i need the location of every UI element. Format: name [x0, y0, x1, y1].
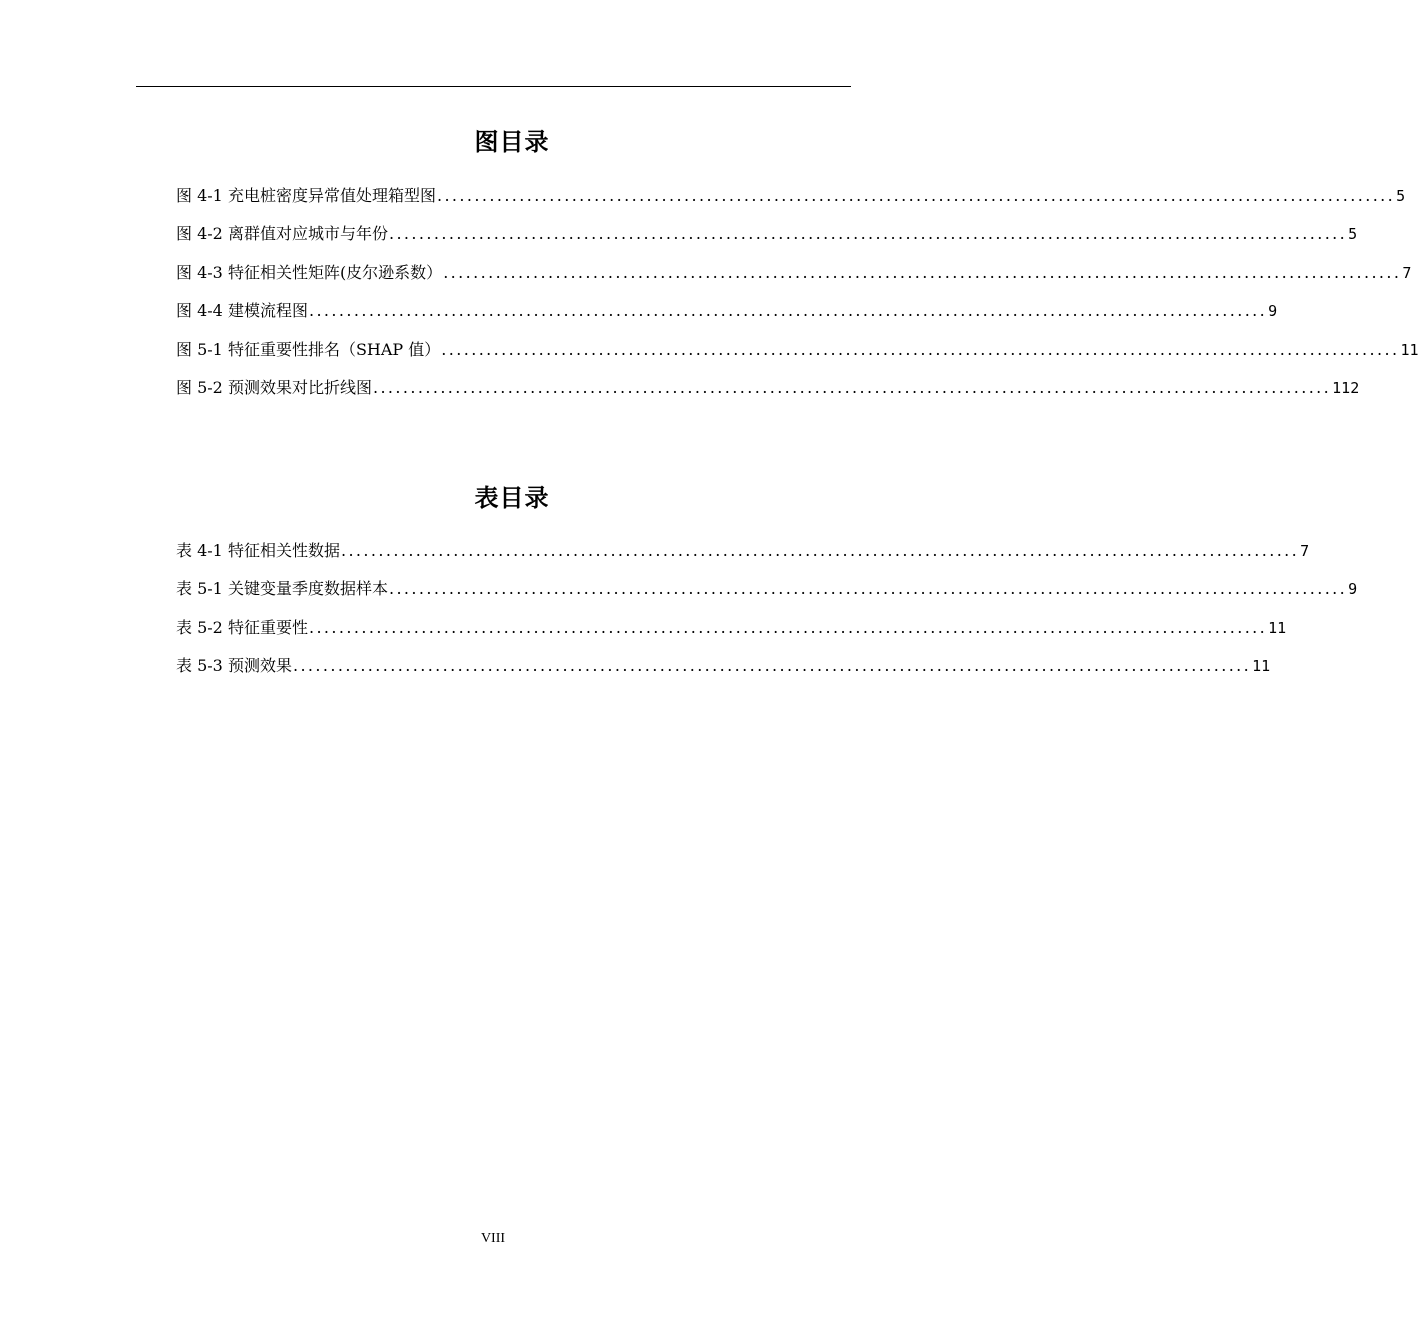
toc-entry-label: 图 4-2 离群值对应城市与年份: [176, 224, 388, 244]
leader-dots: ................................................................................................................................: [340, 541, 1300, 560]
leader-dots: ................................................................................................................................: [441, 339, 1400, 359]
header-rule: [136, 86, 851, 87]
toc-entry-label: 表 5-3 预测效果: [176, 656, 292, 676]
figures-title: 图目录: [474, 128, 550, 156]
toc-entry-label: 图 5-2 预测效果对比折线图: [176, 377, 372, 397]
leader-dots: ................................................................................................................................: [388, 224, 1348, 244]
toc-entry[interactable]: [176, 339, 1419, 377]
toc-entry[interactable]: [176, 578, 1358, 616]
leader-dots: ................................................................................................................................: [292, 656, 1252, 676]
toc-entry-page: 11: [1400, 340, 1419, 359]
toc-entry-page: 112: [1332, 378, 1360, 397]
toc-entry-label: 图 5-1 特征重要性排名（SHAP 值）: [176, 339, 441, 359]
toc-entry-page: 7: [1300, 542, 1310, 560]
tables-list: [176, 540, 1358, 694]
toc-entry-page: 7: [1402, 263, 1412, 282]
toc-entry-label: 表 5-1 关键变量季度数据样本: [176, 579, 388, 599]
toc-entry[interactable]: [176, 300, 1278, 338]
toc-entry-label: 图 4-1 充电桩密度异常值处理箱型图: [176, 186, 436, 205]
leader-dots: ................................................................................................................................: [308, 301, 1268, 321]
toc-entry-page: 11: [1252, 657, 1271, 676]
figures-list: [176, 185, 1419, 415]
toc-entry-page: 5: [1396, 187, 1406, 205]
toc-entry-label: 表 4-1 特征相关性数据: [176, 541, 340, 560]
toc-entry[interactable]: [176, 185, 1406, 223]
toc-entry[interactable]: [176, 262, 1412, 300]
tables-title: 表目录: [474, 484, 550, 512]
toc-entry[interactable]: [176, 617, 1287, 655]
toc-entry-label: 图 4-3 特征相关性矩阵(皮尔逊系数）: [176, 262, 443, 282]
leader-dots: ................................................................................................................................: [388, 579, 1348, 599]
leader-dots: ................................................................................................................................: [372, 377, 1332, 397]
leader-dots: ................................................................................................................................: [436, 186, 1396, 205]
page-number: VIII: [480, 1231, 506, 1246]
toc-entry-page: 11: [1268, 618, 1287, 637]
toc-entry-page: 9: [1348, 580, 1358, 599]
toc-entry[interactable]: [176, 377, 1360, 415]
toc-entry[interactable]: [176, 223, 1358, 261]
toc-entry-label: 表 5-2 特征重要性: [176, 617, 308, 637]
toc-entry-page: 5: [1348, 225, 1358, 244]
toc-entry[interactable]: [176, 655, 1271, 693]
leader-dots: ................................................................................................................................: [443, 262, 1402, 282]
leader-dots: ................................................................................................................................: [308, 617, 1268, 637]
toc-entry-page: 9: [1268, 302, 1278, 321]
toc-entry[interactable]: [176, 540, 1310, 578]
toc-entry-label: 图 4-4 建模流程图: [176, 301, 308, 321]
